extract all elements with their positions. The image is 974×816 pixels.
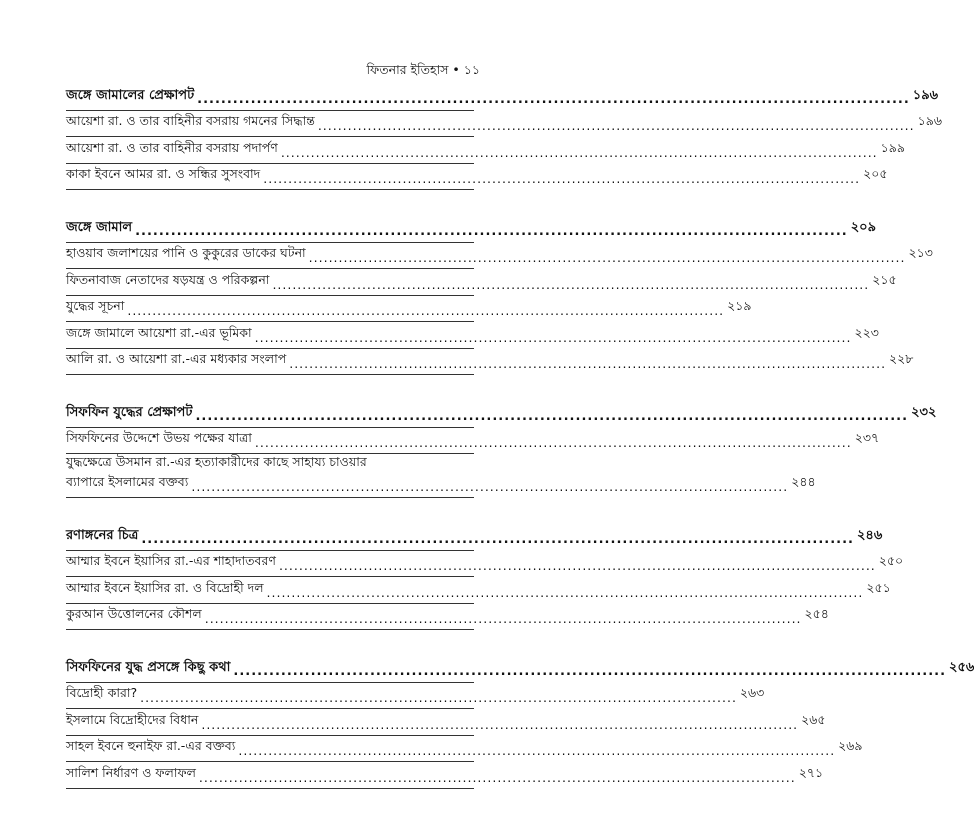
toc-entry[interactable] bbox=[66, 577, 891, 604]
page-number: ২৫৪ bbox=[804, 606, 829, 621]
entry-title: আম্মার ইবনে ইয়াসির রা.-এর শাহাদাতবরণ bbox=[66, 553, 276, 568]
toc-entry[interactable] bbox=[66, 164, 888, 191]
page-number: ২৫৬ bbox=[949, 659, 974, 675]
toc-section-heading[interactable] bbox=[66, 656, 974, 683]
leader-dots: ........................................................................................................................ bbox=[135, 223, 848, 239]
page-number: ২৫০ bbox=[878, 553, 904, 568]
toc-entry[interactable] bbox=[66, 683, 765, 710]
toc-entry[interactable] bbox=[66, 454, 816, 498]
leader-dots: ........................................................................................................................ bbox=[201, 716, 799, 732]
leader-dots: ........................................................................................................................ bbox=[191, 479, 789, 494]
leader-dots: ........................................................................................................................ bbox=[195, 408, 909, 424]
page-number: ২৪৪ bbox=[791, 474, 816, 489]
leader-dots: ........................................................................................................................ bbox=[141, 531, 854, 547]
toc-entry[interactable] bbox=[66, 736, 863, 763]
toc-entry[interactable] bbox=[66, 762, 824, 789]
entry-title: জঙ্গে জামালে আয়েশা রা.-এর ভূমিকা bbox=[66, 324, 252, 340]
entry-title: কাকা ইবনে আমর রা. ও সন্ধির সুসংবাদ bbox=[66, 166, 261, 181]
page-number: ১৯৬ bbox=[912, 87, 939, 103]
leader-dots: ........................................................................................................................ bbox=[266, 584, 864, 600]
entry-title: সাহল ইবনে হুনাইফ রা.-এর বক্তব্য bbox=[66, 738, 236, 753]
leader-dots: ........................................................................................................................ bbox=[254, 329, 852, 345]
toc-entry[interactable] bbox=[66, 322, 879, 349]
toc-entry[interactable] bbox=[66, 428, 880, 455]
leader-dots: ........................................................................................................................ bbox=[280, 144, 878, 160]
leader-dots: ........................................................................................................................ bbox=[263, 171, 861, 186]
entry-title: সিফফিনের উদ্দেশে উভয় পক্ষের যাত্রা bbox=[66, 430, 252, 445]
page-number: ২৬৩ bbox=[739, 685, 765, 700]
page-number: ১৯৯ bbox=[880, 139, 905, 155]
leader-dots: ........................................................................................................................ bbox=[140, 690, 737, 705]
toc-section bbox=[66, 216, 933, 375]
leader-dots: ........................................................................................................................ bbox=[278, 558, 876, 573]
entry-title: আয়েশা রা. ও তার বাহিনীর বসরায় পদার্পণ bbox=[66, 139, 278, 155]
toc-entry[interactable] bbox=[66, 709, 826, 736]
toc-entry[interactable] bbox=[66, 137, 905, 164]
page-number: ২৫১ bbox=[866, 579, 891, 595]
entry-title: আয়েশা রা. ও তার বাহিনীর বসরায় গমনের সিদ্ধান্ত bbox=[66, 113, 315, 128]
toc-section-heading[interactable] bbox=[66, 401, 937, 428]
entry-title: আলি রা. ও আয়েশা রা.-এর মধ্যকার সংলাপ bbox=[66, 351, 287, 366]
entry-title: ফিতনাবাজ নেতাদের ষড়যন্ত্র ও পরিকল্পনা bbox=[66, 271, 270, 287]
page-number: ১৯৬ bbox=[917, 113, 942, 128]
page-number: ২৭১ bbox=[798, 764, 824, 780]
entry-title: সালিশ নির্ধারণ ও ফলাফল bbox=[66, 764, 196, 780]
toc-section bbox=[66, 524, 904, 630]
toc-section bbox=[66, 656, 974, 789]
page-number: ২০৫ bbox=[863, 166, 888, 181]
leader-dots: ........................................................................................................................ bbox=[317, 118, 915, 133]
toc-entry[interactable] bbox=[66, 111, 942, 138]
toc-section bbox=[66, 84, 942, 190]
leader-dots: ........................................................................................................................ bbox=[233, 663, 947, 679]
toc-entry[interactable] bbox=[66, 296, 752, 323]
toc-entry[interactable] bbox=[66, 551, 904, 578]
leader-dots: ........................................................................................................................ bbox=[198, 769, 796, 785]
page-number: ২৩২ bbox=[911, 404, 937, 420]
entry-title-line-2-wrap bbox=[66, 474, 816, 494]
entry-title-line-1: যুদ্ধক্ষেত্রে উসমান রা.-এর হত্যাকারীদের কাছে সাহায্য চাওয়ার bbox=[66, 454, 367, 469]
leader-dots: ........................................................................................................................ bbox=[127, 303, 725, 318]
page-number: ২৬৫ bbox=[801, 711, 826, 727]
running-header: ফিতনার ইতিহাস • ১১ bbox=[366, 62, 480, 77]
toc-entry[interactable] bbox=[66, 269, 897, 296]
page-number: ২২৩ bbox=[854, 324, 879, 340]
page-number: ২২৮ bbox=[889, 351, 914, 366]
leader-dots: ........................................................................................................................ bbox=[197, 91, 910, 107]
entry-title: আম্মার ইবনে ইয়াসির রা. ও বিদ্রোহী দল bbox=[66, 579, 264, 595]
leader-dots: ........................................................................................................................ bbox=[254, 435, 852, 450]
table-of-contents bbox=[66, 84, 974, 815]
entry-title: হাওয়াব জলাশয়ের পানি ও কুকুরের ডাকের ঘটনা bbox=[66, 245, 306, 260]
leader-dots: ........................................................................................................................ bbox=[308, 250, 906, 265]
entry-title: যুদ্ধের সূচনা bbox=[66, 298, 125, 313]
entry-title: ইসলামে বিদ্রোহীদের বিধান bbox=[66, 711, 199, 727]
toc-entry[interactable] bbox=[66, 604, 829, 631]
toc-section-heading[interactable] bbox=[66, 216, 877, 243]
section-title: সিফফিন যুদ্ধের প্রেক্ষাপট bbox=[66, 404, 193, 420]
page-number: ২৪৬ bbox=[856, 527, 883, 543]
section-title: রণাঙ্গনের চিত্র bbox=[66, 527, 139, 543]
entry-title: কুরআন উত্তোলনের কৌশল bbox=[66, 606, 202, 621]
section-title: সিফফিনের যুদ্ধ প্রসঙ্গে কিছু কথা bbox=[66, 659, 231, 675]
entry-title-line-2: ব্যাপারে ইসলামের বক্তব্য bbox=[66, 474, 189, 489]
page-number: ২১৯ bbox=[727, 298, 752, 313]
toc-section-heading[interactable] bbox=[66, 524, 883, 551]
section-title: জঙ্গে জামাল bbox=[66, 219, 133, 235]
page-number: ২৩৭ bbox=[854, 430, 880, 445]
leader-dots: ........................................................................................................................ bbox=[238, 743, 836, 758]
section-title: জঙ্গে জামালের প্রেক্ষাপট bbox=[66, 87, 195, 103]
leader-dots: ........................................................................................................................ bbox=[204, 611, 802, 626]
toc-section-heading[interactable] bbox=[66, 84, 939, 111]
toc-section bbox=[66, 401, 937, 498]
entry-title: বিদ্রোহী কারা? bbox=[66, 685, 138, 700]
leader-dots: ........................................................................................................................ bbox=[289, 356, 887, 371]
page-number: ২১৩ bbox=[908, 245, 933, 260]
page-number: ২০৯ bbox=[850, 219, 877, 235]
entry-title bbox=[66, 454, 816, 494]
page-number: ২৬৯ bbox=[838, 738, 863, 753]
toc-entry[interactable] bbox=[66, 349, 914, 376]
leader-dots: ........................................................................................................................ bbox=[272, 276, 870, 292]
page-number: ২১৫ bbox=[872, 271, 897, 287]
toc-entry[interactable] bbox=[66, 243, 933, 270]
